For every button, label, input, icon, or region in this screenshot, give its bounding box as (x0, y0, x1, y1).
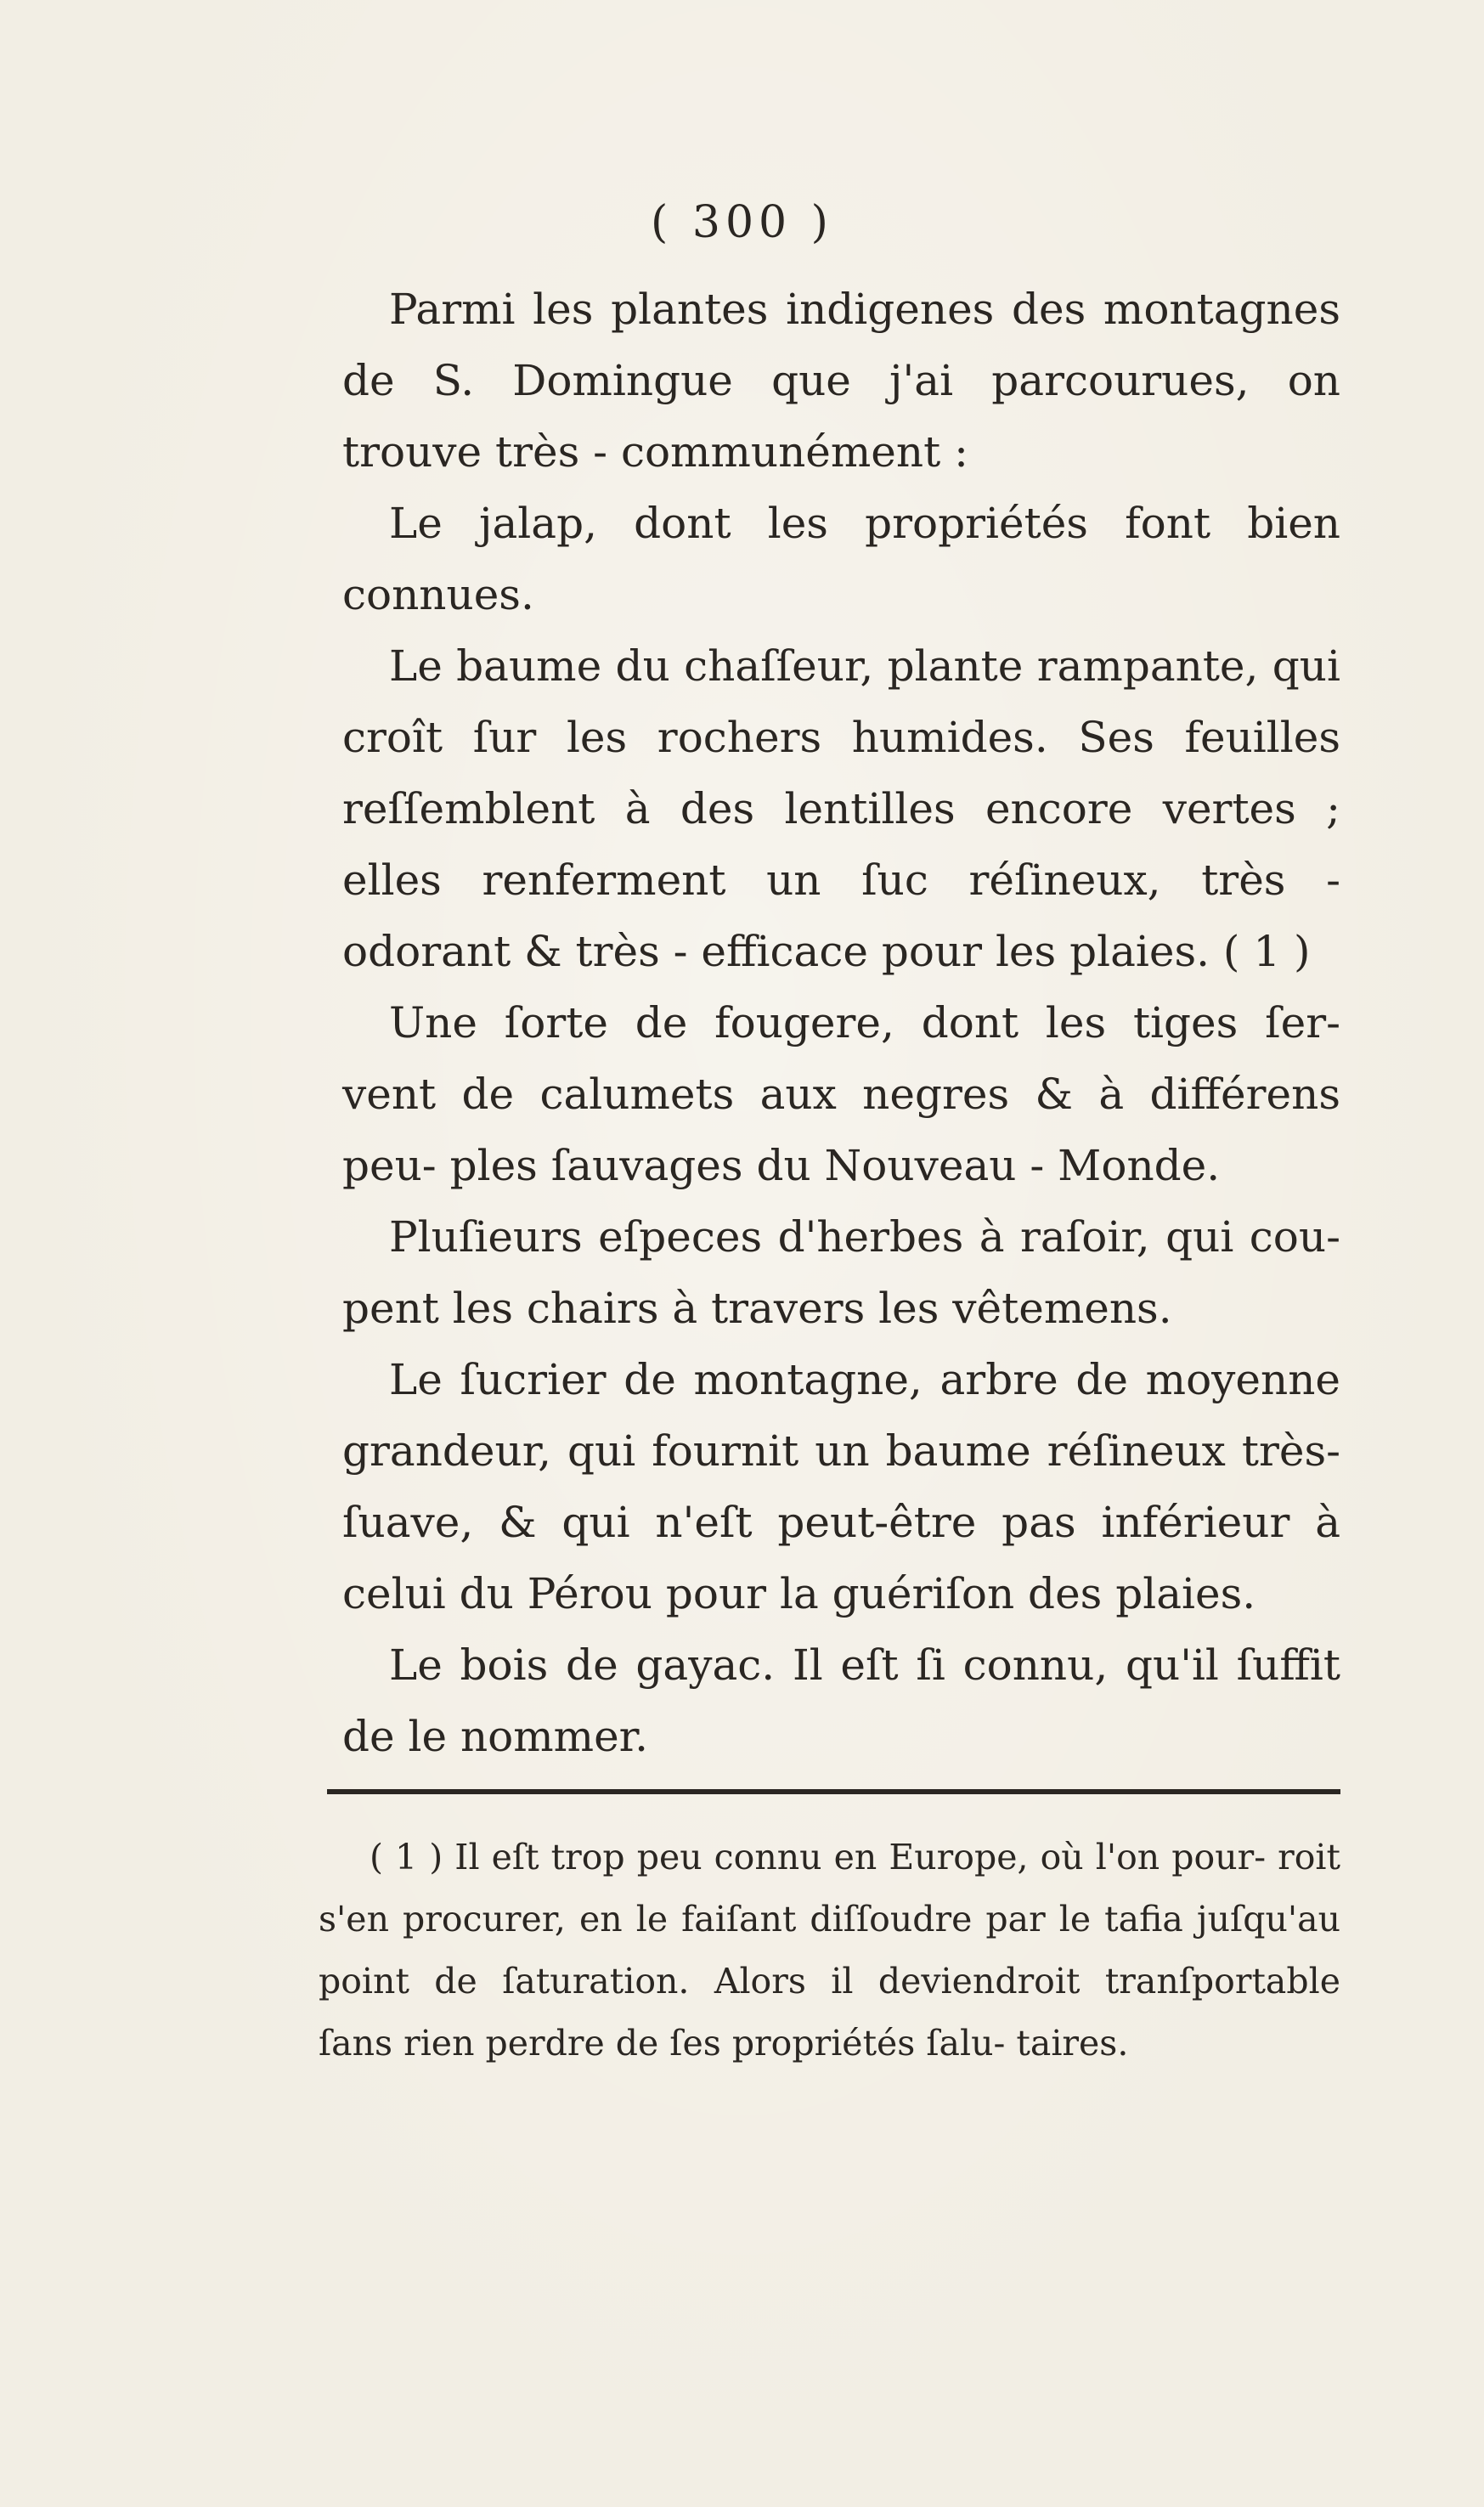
paragraph-herbes-a-rasoir: Pluſieurs eſpeces d'herbes à raſoir, qui cou- pent les chairs à travers les vêtemens. (342, 1212, 1340, 1333)
footnote: ( 1 ) Il eſt trop peu connu en Europe, où l'on pour- roit s'en procurer, en le faiſant diſſoudre par le tafia juſqu'au point de ſaturation. Alors il deviendroit tranſportable ſans rien perdre de ſes propriétés ſalu- taires. (319, 1837, 1340, 2064)
footnote-divider (327, 1789, 1340, 1794)
paragraph-sucrier-de-montagne: Le ſucrier de montagne, arbre de moyenne grandeur, qui fournit un baume réſineux très- ſuave, & qui n'eſt peut-être pas inférieur à celui du Pérou pour la guériſon des plaies. (342, 1355, 1340, 1618)
page-number-header: ( 300 ) (651, 197, 833, 248)
main-text (342, 274, 1340, 1772)
paragraph-jalap: Le jalap, dont les propriétés font bien connues. (342, 499, 1340, 619)
paragraph-fougere: Une ſorte de fougere, dont les tiges ſer- vent de calumets aux negres & à différens peu- ples ſauvages du Nouveau - Monde. (342, 998, 1340, 1190)
paragraph-bois-de-gayac: Le bois de gayac. Il eſt ſi connu, qu'il ſuffit de le nommer. (342, 1640, 1340, 1761)
paragraph-baume-du-chasseur: Le baume du chaſſeur, plante rampante, qui croît ſur les rochers humides. Ses feuilles reſſemblent à des lentilles encore vertes ; elles renferment un ſuc réſineux, très - odorant & très - efficace pour les plaies. ( 1 ) (342, 641, 1340, 976)
paragraph-intro: Parmi les plantes indigenes des montagnes de S. Domingue que j'ai parcourues, on trouve très - communément : (342, 285, 1340, 477)
